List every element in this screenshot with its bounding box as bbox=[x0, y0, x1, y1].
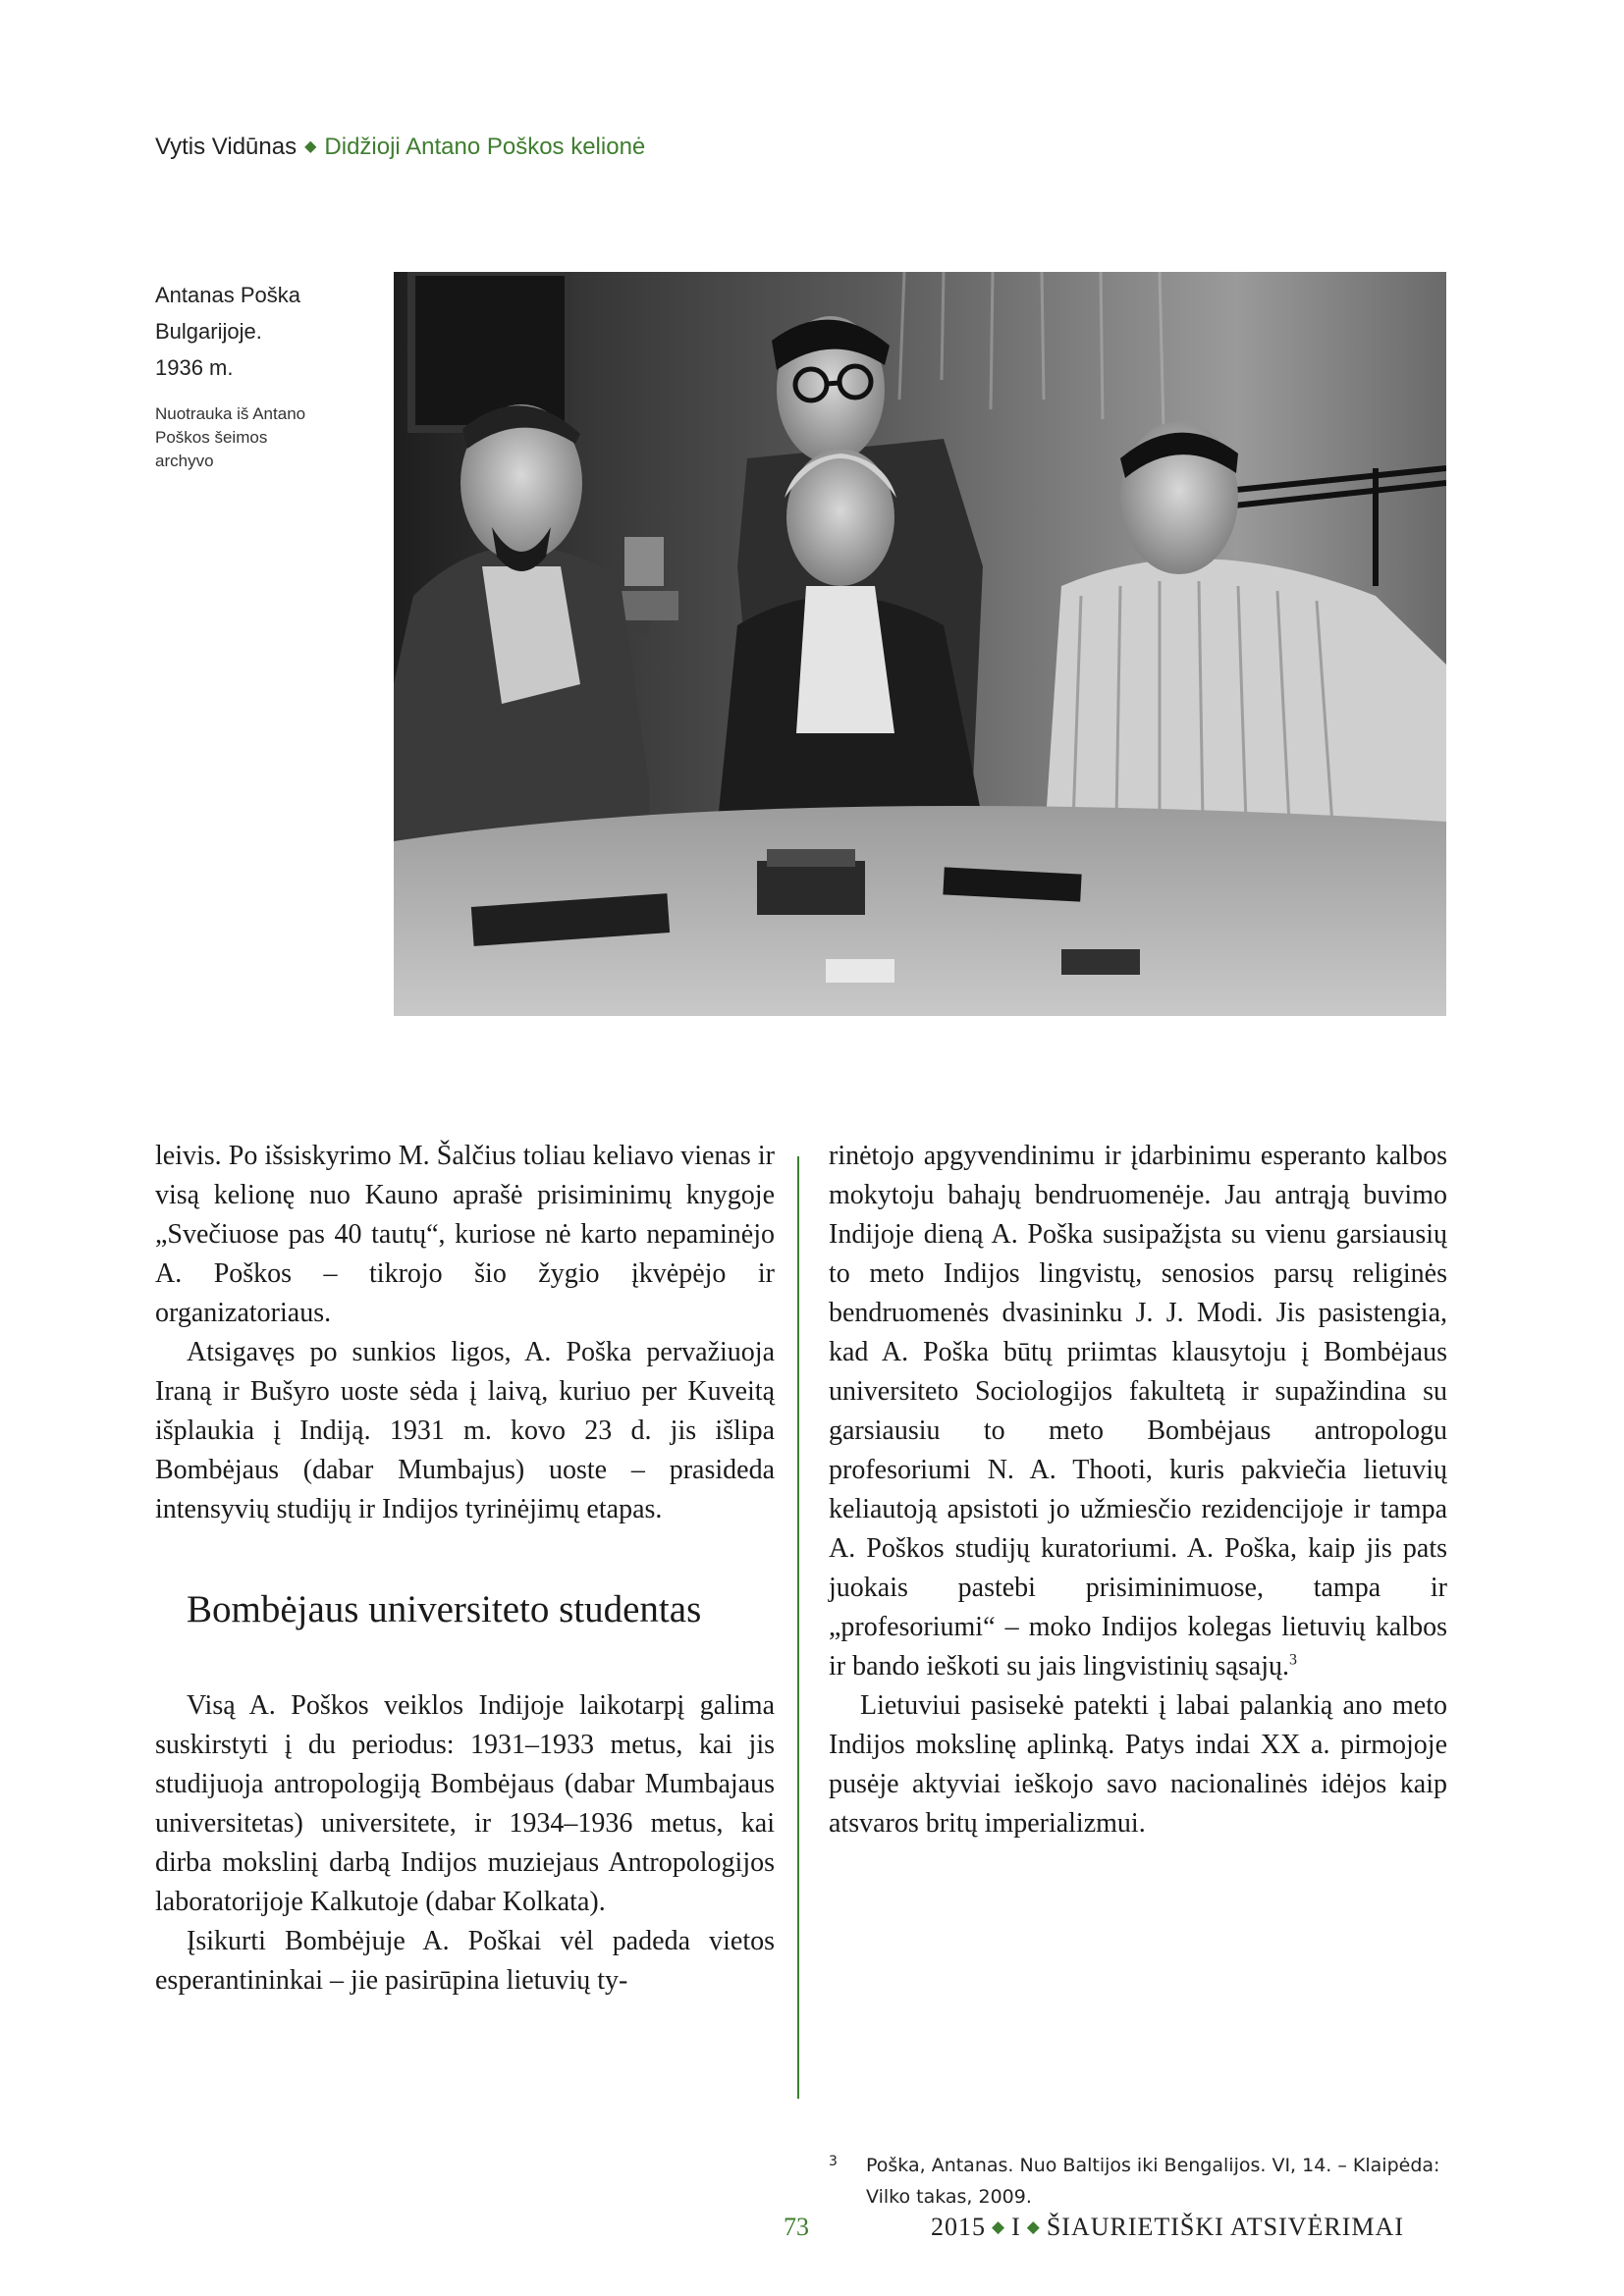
credit-line: Poškos šeimos bbox=[155, 428, 268, 447]
paragraph: Atsigavęs po sunkios ligos, A. Poška pervažiuoja Iraną ir Bušyro uoste sėda į laivą, kuriuo per Kuveitą išplaukia į Indiją. 1931 m. kovo 23 d. jis išlipa Bombėjaus (dabar Mumbajus) uoste – prasideda intensyvių studijų ir Indijos tyrinėjimų etapas. bbox=[155, 1337, 775, 1524]
running-head-author: Vytis Vidūnas bbox=[155, 133, 298, 160]
column-divider bbox=[797, 1156, 799, 2099]
historical-photo bbox=[394, 272, 1446, 1016]
journal-info bbox=[931, 2213, 1404, 2242]
credit-line: archyvo bbox=[155, 452, 214, 470]
paragraph: Lietuviui pasisekė patekti į labai palankią ano meto Indijos mokslinę aplinką. Patys indai XX a. pirmojoje pusėje aktyviai ieškojo savo nacionalinės idėjos kaip atsvaros britų imperializmui. bbox=[829, 1690, 1447, 1839]
journal-issue: I bbox=[1011, 2213, 1021, 2241]
paragraph-text: rinėtojo apgyvendinimu ir įdarbinimu esperanto kalbos mokytoju bahajų bendruomenėje. Jau antrąją buvimo Indijoje dieną A. Poška susipažįsta su vienu garsiausių to meto Indijos lingvistų, senosios parsų religinės bendruomenės dvasininku J. J. Modi. Jis pasistengia, kad A. Poška būtų priimtas klausytoju į Bombėjaus universiteto Sociologijos fakultetą ir supažindina su garsiausiu to meto Bombėjaus antropologu profesoriumi N. A. Thooti, kuris pakviečia lietuvių keliautoją apsistoti jo užmiesčio rezidencijoje ir tampa A. Poškos studijų kuratoriumi. A. Poška, kaip jis pats juokais pastebi prisiminimuose, tampa ir „profesoriumi“ – moko Indijos kolegas lietuvių kalbos ir bando ieškoti su jais lingvistinių sąsajų. bbox=[829, 1141, 1447, 1682]
page-number: 73 bbox=[784, 2213, 809, 2241]
caption-credit bbox=[155, 402, 352, 473]
diamond-separator-icon: ◆ bbox=[992, 2217, 1006, 2236]
caption-line: 1936 m. bbox=[155, 355, 234, 380]
paragraph: leivis. Po išsiskyrimo M. Šalčius toliau keliavo vienas ir visą kelionę nuo Kauno aprašė prisiminimų knygoje „Svečiuose pas 40 tautų“, kuriose nė karto nepaminėjo A. Poškos – tikrojo šio žygio įkvėpėjo ir organizatoriaus. bbox=[155, 1141, 775, 1328]
running-head-title: Didžioji Antano Poškos kelionė bbox=[324, 133, 646, 160]
section-heading: Bombėjaus universiteto studentas bbox=[187, 1588, 702, 1630]
paragraph: Įsikurti Bombėjuje A. Poškai vėl padeda vietos esperantininkai – jie pasirūpina lietuvių ty- bbox=[155, 1926, 775, 1996]
footnote-number: 3 bbox=[829, 2154, 838, 2169]
journal-year: 2015 bbox=[931, 2213, 986, 2241]
caption-main bbox=[155, 277, 352, 386]
left-text-column bbox=[155, 1137, 775, 2001]
running-head bbox=[155, 133, 645, 161]
credit-line: Nuotrauka iš Antano bbox=[155, 404, 306, 423]
journal-name: ŠIAURIETIŠKI ATSIVĖRIMAI bbox=[1046, 2213, 1404, 2241]
footnote-reference[interactable]: 3 bbox=[1288, 1651, 1297, 1669]
diamond-separator-icon: ◆ bbox=[304, 138, 317, 155]
paragraph bbox=[829, 1137, 1447, 1686]
diamond-separator-icon: ◆ bbox=[1026, 2217, 1041, 2236]
footnote bbox=[829, 2150, 1447, 2213]
caption-line: Antanas Poška bbox=[155, 283, 300, 307]
figure-caption bbox=[155, 277, 352, 473]
paragraph: Visą A. Poškos veiklos Indijoje laikotarpį galima suskirstyti į du periodus: 1931–1933 metus, kai jis studijuoja antropologiją Bombėjaus (dabar Mumbajaus universitetas) universitete, ir 1934–1936 metus, kai dirba mokslinį darbą Indijos muziejaus Antropologijos laboratorijoje Kalkutoje (dabar Kolkata). bbox=[155, 1690, 775, 1917]
right-text-column bbox=[829, 1137, 1447, 1843]
footnote-text: Poška, Antanas. Nuo Baltijos iki Bengalijos. VI, 14. – Klaipėda: Vilko takas, 2009. bbox=[866, 2155, 1440, 2208]
caption-line: Bulgarijoje. bbox=[155, 319, 262, 344]
